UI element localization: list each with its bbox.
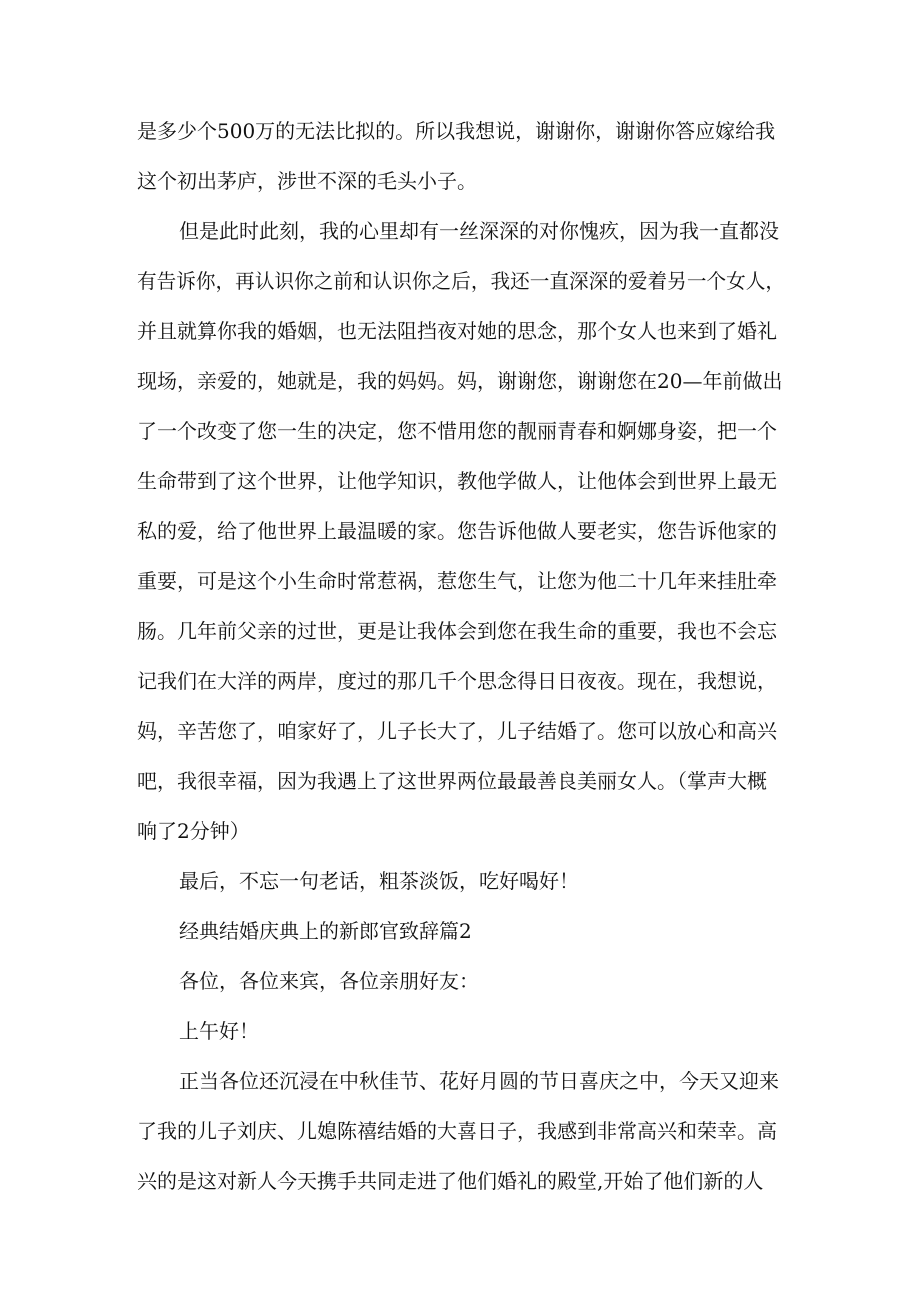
line-text: 肠。几年前父亲的过世，更是让我体会到您在我生命的重要，我也不会忘 — [137, 619, 777, 643]
line-text: 兴的是这对新人今天携手共同走进了他们婚礼的殿堂,开始了他们新的人 — [137, 1169, 764, 1193]
line-text: 私的爱，给了他世界上最温暖的家。您告诉他做人要老实，您告诉他家的 — [137, 519, 777, 543]
line-text: 有告诉你，再认识你之前和认识你之后，我还一直深深的爱着另一个女人， — [137, 269, 785, 293]
text-line — [0, 516, 920, 546]
text-line — [0, 316, 920, 346]
text-line — [0, 266, 920, 296]
text-line — [0, 816, 920, 846]
text-line — [0, 166, 920, 196]
line-text: 妈，辛苦您了，咱家好了，儿子长大了，儿子结婚了。您可以放心和高兴 — [137, 719, 777, 743]
text-line — [0, 766, 920, 796]
text-line — [0, 1166, 920, 1196]
line-text: 生命带到了这个世界，让他学知识，教他学做人，让他体会到世界上最无 — [137, 469, 777, 493]
text-line — [0, 966, 920, 996]
text-line — [0, 366, 920, 396]
text-line — [0, 666, 920, 696]
text-line — [0, 416, 920, 446]
line-text: 吧，我很幸福，因为我遇上了这世界两位最最善良美丽女人。（掌声大概 — [137, 769, 767, 793]
line-text: 正当各位还沉浸在中秋佳节、花好月圆的节日喜庆之中，今天又迎来 — [179, 1069, 779, 1093]
line-text: 了一个改变了您一生的决定，您不惜用您的靓丽青春和婀娜身姿，把一个 — [137, 419, 777, 443]
section-heading — [0, 916, 920, 946]
text-line — [0, 116, 920, 146]
line-text: 记我们在大洋的两岸，度过的那几千个思念得日日夜夜。现在，我想说， — [137, 669, 777, 693]
text-line — [0, 216, 920, 246]
text-line — [0, 716, 920, 746]
text-line — [0, 1116, 920, 1146]
heading-text: 经典结婚庆典上的新郎官致辞篇2 — [179, 919, 472, 943]
text-line — [0, 1016, 920, 1046]
line-text: 响了2分钟） — [137, 819, 250, 843]
line-text: 是多少个500万的无法比拟的。所以我想说，谢谢你，谢谢你答应嫁给我 — [137, 119, 776, 143]
text-line — [0, 866, 920, 896]
text-line — [0, 616, 920, 646]
line-text: 上午好！ — [179, 1019, 259, 1043]
line-text: 了我的儿子刘庆、儿媳陈禧结婚的大喜日子，我感到非常高兴和荣幸。高 — [137, 1119, 777, 1143]
line-text: 各位，各位来宾，各位亲朋好友： — [179, 969, 479, 993]
line-text: 重要，可是这个小生命时常惹祸，惹您生气，让您为他二十几年来挂肚牵 — [137, 569, 777, 593]
text-line — [0, 566, 920, 596]
line-text: 这个初出茅庐，涉世不深的毛头小子。 — [137, 169, 477, 193]
line-text: 最后，不忘一句老话，粗茶淡饭，吃好喝好！ — [179, 869, 579, 893]
line-text: 并且就算你我的婚姻，也无法阻挡夜对她的思念，那个女人也来到了婚礼 — [137, 319, 777, 343]
line-text: 但是此时此刻，我的心里却有一丝深深的对你愧疚，因为我一直都没 — [179, 219, 779, 243]
text-line — [0, 466, 920, 496]
line-text: 现场，亲爱的，她就是，我的妈妈。妈，谢谢您，谢谢您在20—年前做出 — [137, 369, 783, 393]
text-line — [0, 1066, 920, 1096]
